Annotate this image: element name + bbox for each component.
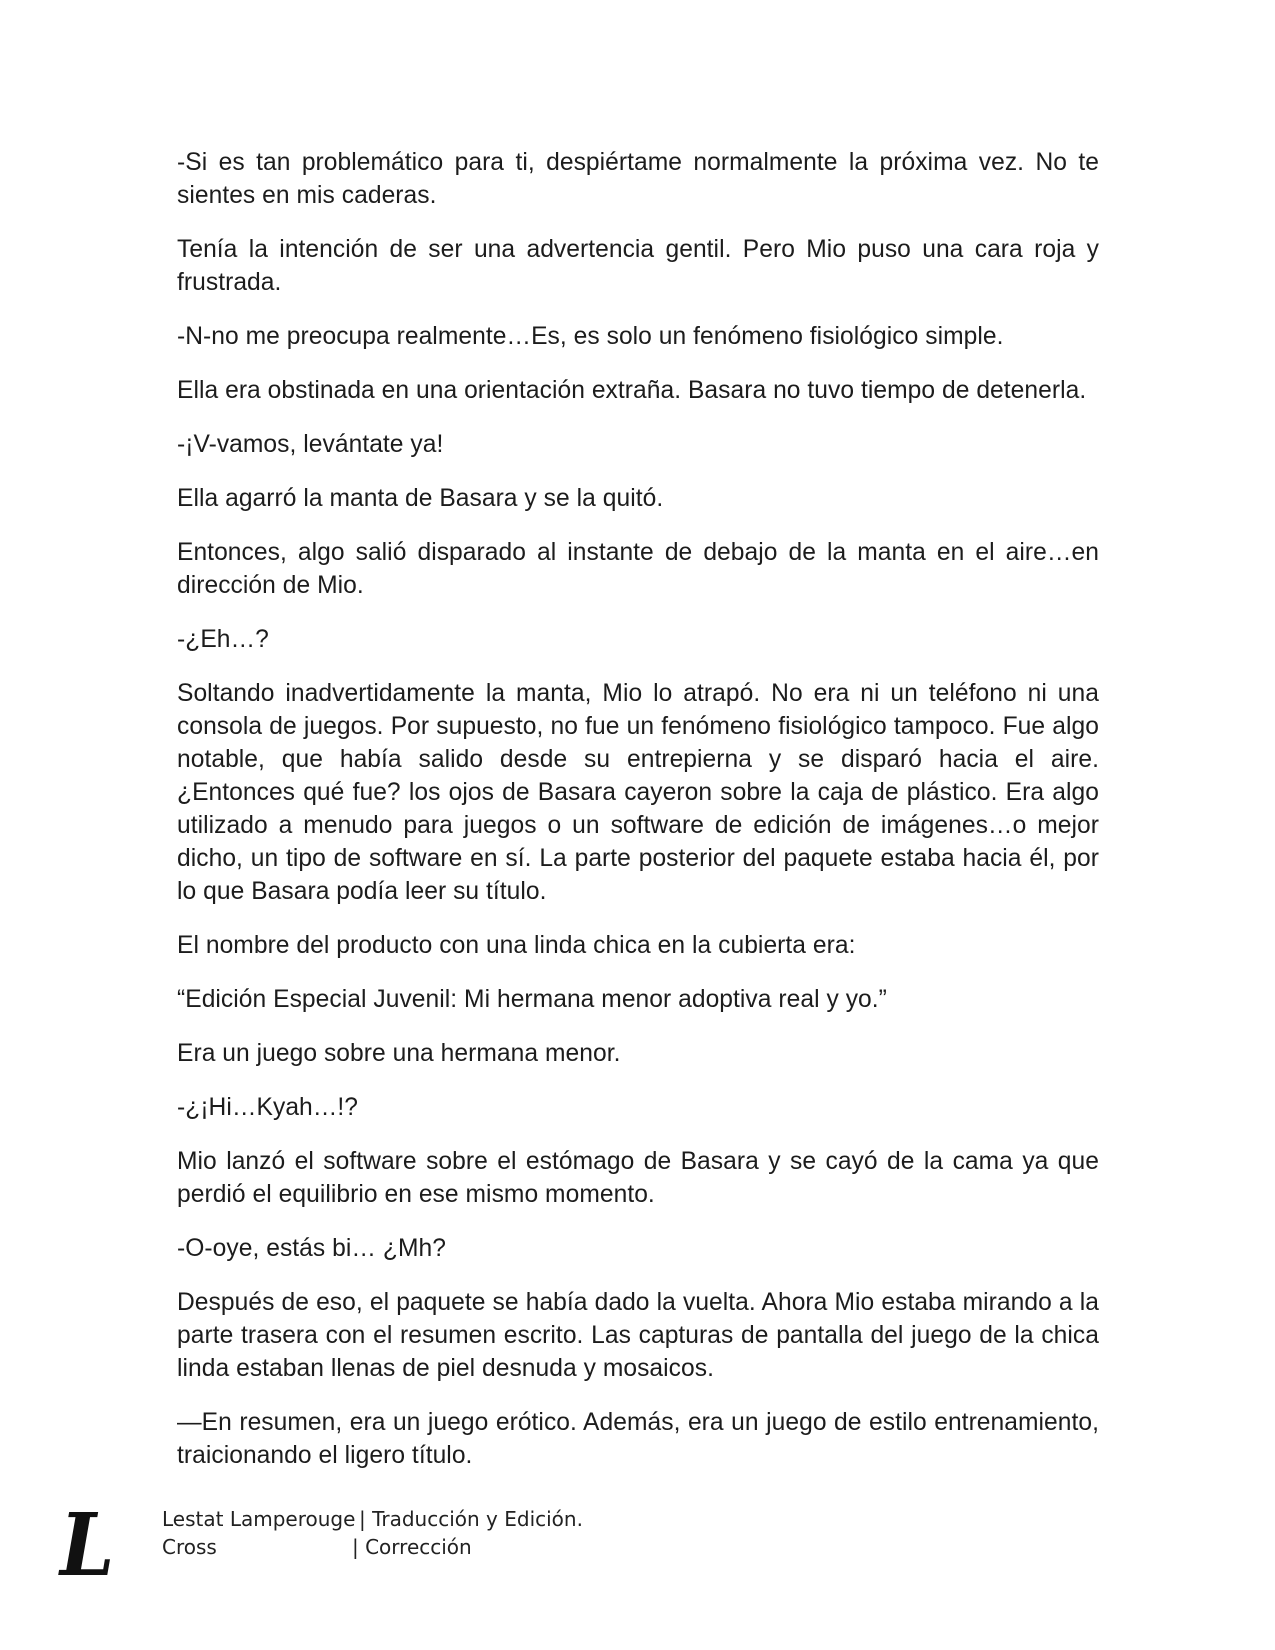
paragraph: Tenía la intención de ser una advertencia gentil. Pero Mio puso una cara roja y frustrada. [177,236,1099,296]
paragraph: -¿Eh…? [177,626,269,653]
paragraph: Era un juego sobre una hermana menor. [177,1040,621,1067]
paragraph: El nombre del producto con una linda chica en la cubierta era: [177,932,856,959]
paragraph: Entonces, algo salió disparado al instante de debajo de la manta en el aire…en dirección de Mio. [177,539,1099,599]
paragraph: -¡V-vamos, levántate ya! [177,431,444,458]
paragraph: -N-no me preocupa realmente…Es, es solo un fenómeno fisiológico simple. [177,323,1004,350]
credit-row [162,1505,583,1533]
credit-row [162,1533,472,1561]
credit-name: Lestat Lamperouge [162,1507,356,1531]
paragraph: —En resumen, era un juego erótico. Además, era un juego de estilo entrenamiento, traicionando el ligero título. [177,1409,1099,1469]
gothic-l-logo: L [60,1495,115,1596]
page-footer [60,1495,760,1615]
paragraph: -Si es tan problemático para ti, despiértame normalmente la próxima vez. No te sientes en mis caderas. [177,149,1099,209]
paragraph: Ella era obstinada en una orientación extraña. Basara no tuvo tiempo de detenerla. [177,377,1087,404]
credit-role: | Traducción y Edición. [359,1507,583,1531]
paragraph: Después de eso, el paquete se había dado la vuelta. Ahora Mio estaba mirando a la parte trasera con el resumen escrito. Las capturas de pantalla del juego de la chica linda estaban llenas de piel desnuda y mosaicos. [177,1289,1099,1382]
credits-block [162,1505,583,1561]
document-body [177,146,1099,1493]
credit-role: | Corrección [352,1535,472,1559]
paragraph: Soltando inadvertidamente la manta, Mio lo atrapó. No era ni un teléfono ni una consola de juegos. Por supuesto, no fue un fenómeno fisiológico tampoco. Fue algo notable, que había salido desde su entrepierna y se disparó hacia el aire. ¿Entonces qué fue? los ojos de Basara cayeron sobre la caja de plástico. Era algo utilizado a menudo para juegos o un software de edición de imágenes…o mejor dicho, un tipo de software en sí. La parte posterior del paquete estaba hacia él, por lo que Basara podía leer su título. [177,680,1099,905]
paragraph: “Edición Especial Juvenil: Mi hermana menor adoptiva real y yo.” [177,986,887,1013]
paragraph: Mio lanzó el software sobre el estómago de Basara y se cayó de la cama ya que perdió el equilibrio en ese mismo momento. [177,1148,1099,1208]
credit-name: Cross [162,1535,217,1559]
paragraph: -¿¡Hi…Kyah…!? [177,1094,359,1121]
paragraph: -O-oye, estás bi… ¿Mh? [177,1235,446,1262]
paragraph: Ella agarró la manta de Basara y se la quitó. [177,485,664,512]
